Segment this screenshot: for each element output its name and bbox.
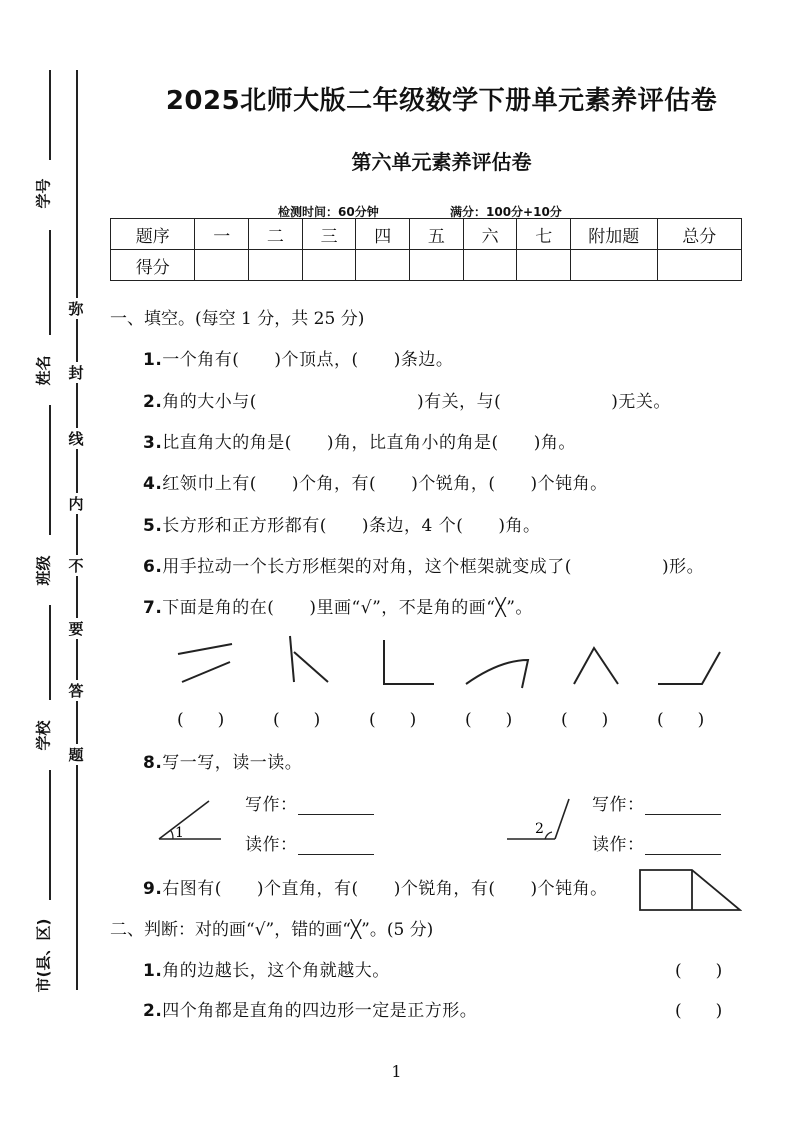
table-header: 总分 <box>657 219 742 250</box>
figure-obtuse <box>658 652 720 684</box>
table-header: 题序 <box>111 219 195 250</box>
score-cell[interactable] <box>463 250 517 281</box>
table-header: 六 <box>463 219 517 250</box>
q9-figure <box>638 866 742 914</box>
answer-paren[interactable]: ( ) <box>657 710 705 730</box>
score-cell[interactable] <box>356 250 410 281</box>
question-9: 9.右图有( )个直角，有( )个锐角，有( )个钝角。 <box>143 879 608 899</box>
figure-curve <box>466 660 528 688</box>
read-label-2: 读作： <box>592 830 721 855</box>
page-number: 1 <box>391 1062 402 1081</box>
seal-char: 弥 <box>66 298 86 319</box>
figure-peak <box>574 648 618 684</box>
score-table <box>110 218 742 281</box>
section1-title: 一、填空。(每空 1 分，共 25 分) <box>110 309 365 329</box>
name-label: 姓名 <box>34 355 53 386</box>
question-6: 6.用手拉动一个长方形框架的对角，这个框架就变成了( )形。 <box>143 557 705 577</box>
q7-figures <box>170 632 730 692</box>
read-blank-2[interactable] <box>645 836 721 855</box>
student-id-label: 学号 <box>34 178 53 209</box>
table-row-label: 得分 <box>111 250 195 281</box>
read-blank-1[interactable] <box>298 836 374 855</box>
seal-char: 线 <box>66 428 86 449</box>
angle-2-label: 2 <box>535 821 544 837</box>
figure-angle-2 <box>290 636 328 682</box>
section2-title: 二、判断：对的画“√”，错的画“╳”。(5 分) <box>110 920 434 940</box>
table-header: 七 <box>517 219 571 250</box>
table-header: 五 <box>410 219 464 250</box>
score-cell[interactable] <box>195 250 249 281</box>
judge-question-1: 1.角的边越长，这个角就越大。 <box>143 961 390 981</box>
seal-char: 封 <box>66 362 86 383</box>
write-label-1: 写作： <box>245 790 374 815</box>
score-cell[interactable] <box>302 250 356 281</box>
table-header: 一 <box>195 219 249 250</box>
score-cell[interactable] <box>249 250 303 281</box>
read-label-1: 读作： <box>245 830 374 855</box>
score-table-header-row <box>111 219 742 250</box>
table-header: 四 <box>356 219 410 250</box>
score-cell[interactable] <box>410 250 464 281</box>
score-cell[interactable] <box>657 250 742 281</box>
city-label: 市(县、区) <box>34 918 53 993</box>
score-cell[interactable] <box>571 250 657 281</box>
write-label-2: 写作： <box>592 790 721 815</box>
table-header: 三 <box>302 219 356 250</box>
class-label: 班级 <box>34 555 53 586</box>
score-table-row <box>111 250 742 281</box>
seal-char: 内 <box>66 493 86 514</box>
question-8: 8.写一写，读一读。 <box>143 753 303 773</box>
question-4: 4.红领巾上有( )个角，有( )个锐角，( )个钝角。 <box>143 474 608 494</box>
binding-line-inner <box>76 70 78 990</box>
answer-paren[interactable]: ( ) <box>273 710 321 730</box>
seal-char: 要 <box>66 618 86 639</box>
figure-open-lines <box>178 644 232 682</box>
question-5: 5.长方形和正方形都有( )条边，4 个( )角。 <box>143 516 541 536</box>
exam-title: 2025北师大版二年级数学下册单元素养评估卷 <box>165 86 718 116</box>
question-2: 2.角的大小与( )有关，与( )无关。 <box>143 392 671 412</box>
full-score: 满分：100分+10分 <box>450 205 562 219</box>
unit-subtitle: 第六单元素养评估卷 <box>351 150 532 174</box>
answer-paren[interactable]: ( ) <box>465 710 513 730</box>
judge-question-2: 2.四个角都是直角的四边形一定是正方形。 <box>143 1001 478 1021</box>
angle-1-label: 1 <box>175 825 184 841</box>
answer-paren[interactable]: ( ) <box>369 710 417 730</box>
table-header: 附加题 <box>571 219 657 250</box>
exam-time: 检测时间：60分钟 <box>278 205 379 219</box>
answer-paren[interactable]: ( ) <box>561 710 609 730</box>
angle-1-figure <box>155 795 225 843</box>
question-1: 1.一个角有( )个顶点，( )条边。 <box>143 350 454 370</box>
write-blank-2[interactable] <box>645 796 721 815</box>
seal-char: 不 <box>66 555 86 576</box>
school-label: 学校 <box>34 720 53 751</box>
score-cell[interactable] <box>517 250 571 281</box>
judge-paren-1[interactable]: ( ) <box>675 961 723 981</box>
figure-right-angle <box>384 640 434 684</box>
question-3: 3.比直角大的角是( )角，比直角小的角是( )角。 <box>143 433 576 453</box>
table-header: 二 <box>249 219 303 250</box>
answer-paren[interactable]: ( ) <box>177 710 225 730</box>
write-blank-1[interactable] <box>298 796 374 815</box>
seal-char: 题 <box>66 744 86 765</box>
seal-char: 答 <box>66 680 86 701</box>
angle-2-figure <box>505 795 575 843</box>
judge-paren-2[interactable]: ( ) <box>675 1001 723 1021</box>
question-7: 7.下面是角的在( )里画“√”，不是角的画“╳”。 <box>143 598 533 618</box>
